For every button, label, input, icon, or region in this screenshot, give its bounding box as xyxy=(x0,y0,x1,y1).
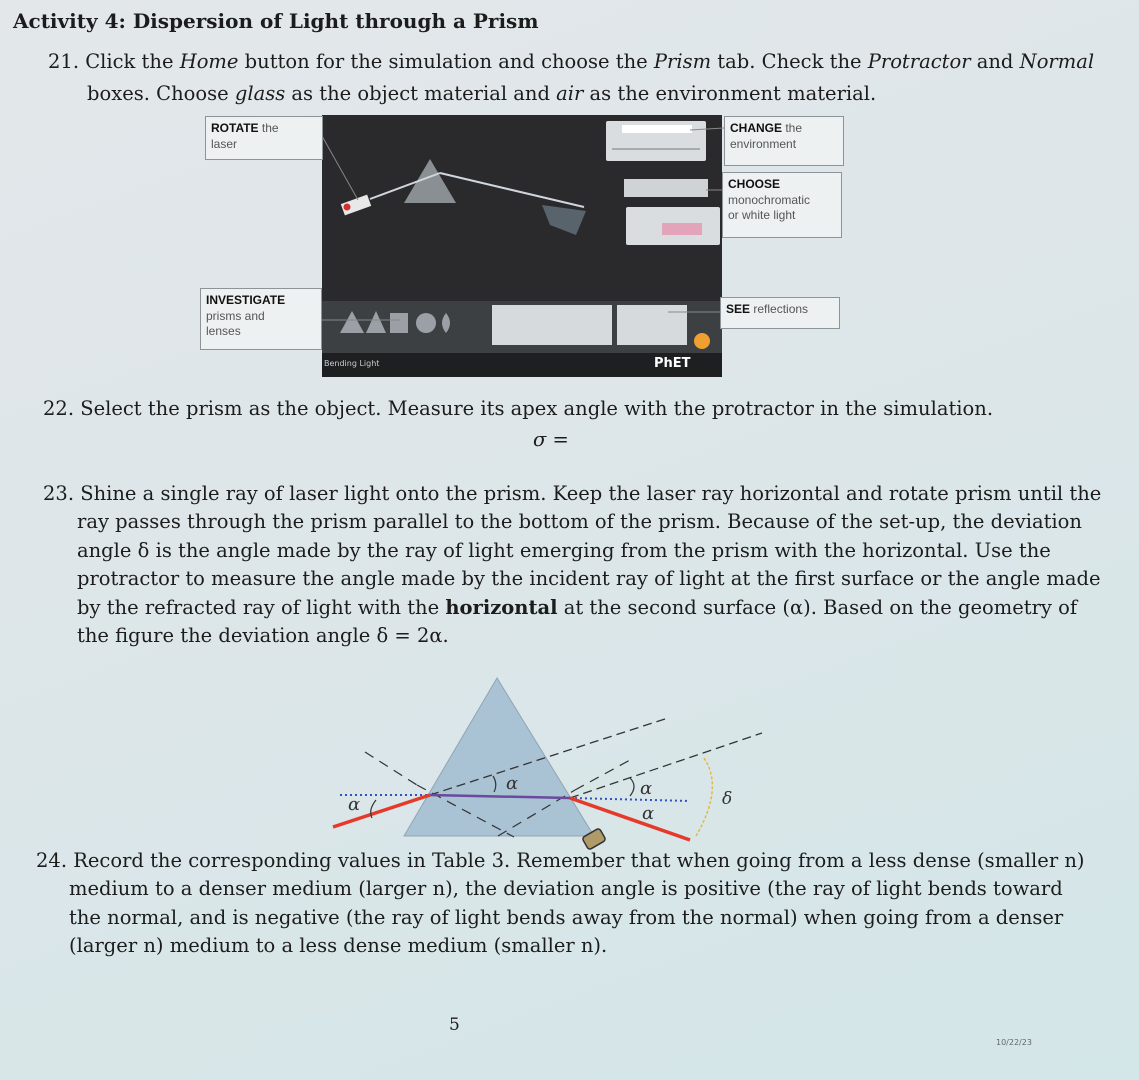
q24-block xyxy=(36,849,1085,963)
alpha-label-exit-upper: α xyxy=(640,778,653,799)
q23-line2: ray passes through the prism parallel to the bottom of the prism. Because of the set-up, the deviation xyxy=(77,510,1082,534)
callout-choose-text-2: or white light xyxy=(728,208,796,223)
q24-line1: 24. Record the corresponding values in Table 3. Remember that when going from a less dense (smaller n) xyxy=(36,849,1085,872)
q21-air: air xyxy=(556,82,584,105)
q21-text-4: and xyxy=(970,50,1020,73)
q21-text-7: as the environment material. xyxy=(583,82,877,105)
q21-text-5: boxes. Choose xyxy=(87,82,235,105)
q23-line5-c: at the second surface (α). Based on the geometry of xyxy=(557,595,1078,619)
alpha-label-incident: α xyxy=(348,794,361,815)
q21-text-2: button for the simulation and choose the xyxy=(238,50,654,73)
q23-line6: the figure the deviation angle δ = 2α. xyxy=(77,623,449,647)
callout-change-text-2: environment xyxy=(730,136,797,151)
callout-change-text-1: the xyxy=(782,121,803,135)
callout-rotate-heading: ROTATE xyxy=(211,121,259,135)
delta-label: δ xyxy=(722,789,733,809)
q23-horizontal: horizontal xyxy=(445,595,558,619)
q22-text: 22. Select the prism as the object. Measure its apex angle with the protractor in the simulation. xyxy=(43,397,994,420)
q24-line4: (larger n) medium to a less dense medium (smaller n). xyxy=(69,934,608,958)
activity-title: Activity 4: Dispersion of Light through a Prism xyxy=(13,9,539,33)
q21-home: Home xyxy=(179,50,239,73)
callout-investigate-text-2: lenses xyxy=(206,324,241,339)
q24-line3: the normal, and is negative (the ray of light bends away from the normal) when going from a denser xyxy=(69,905,1064,929)
q21-text-1: Click the xyxy=(79,50,180,73)
phet-logo: PhET xyxy=(654,356,691,371)
q21-normal: Normal xyxy=(1019,50,1095,73)
callout-investigate-text-1: prisms and xyxy=(206,308,265,323)
q21-glass: glass xyxy=(234,82,286,105)
callout-see-text: reflections xyxy=(750,302,809,316)
callout-see-heading: SEE xyxy=(726,302,751,316)
callout-investigate-heading: INVESTIGATE xyxy=(206,293,286,307)
callout-rotate-text-1: the xyxy=(258,121,279,135)
callout-rotate-text-2: laser xyxy=(211,136,238,151)
q21-number: 21. xyxy=(48,50,80,73)
page-number: 5 xyxy=(449,1015,460,1035)
q21-prism: Prism xyxy=(653,50,712,73)
q23-line3: angle δ is the angle made by the ray of light emerging from the prism with the horizontal. Use the xyxy=(77,538,1051,562)
page-date: 10/22/23 xyxy=(996,1038,1032,1047)
q21-text-6: as the object material and xyxy=(285,82,557,105)
q24-line2: medium to a denser medium (larger n), the deviation angle is positive (the ray of light bends toward xyxy=(69,877,1063,901)
callout-choose-heading: CHOOSE xyxy=(728,177,781,191)
callout-change-heading: CHANGE xyxy=(730,121,783,135)
q21-text-3: tab. Check the xyxy=(711,50,868,73)
q23-line4: protractor to measure the angle made by the incident ray of light at the first surface or the angle made xyxy=(77,567,1101,591)
alpha-label-exit-lower: α xyxy=(642,803,655,824)
alpha-label-inside: α xyxy=(506,773,519,794)
sim-title: Bending Light xyxy=(324,359,380,368)
q21-protractor: Protractor xyxy=(867,50,971,73)
q23-line1: 23. Shine a single ray of laser light onto the prism. Keep the laser ray horizontal and rotate prism until the xyxy=(43,482,1102,505)
diagram-prism xyxy=(404,678,594,836)
callout-choose-text-1: monochromatic xyxy=(728,192,811,207)
q23-line5-a: by the refracted ray of light with the xyxy=(77,595,446,619)
sigma-answer-line: σ = xyxy=(533,428,569,451)
